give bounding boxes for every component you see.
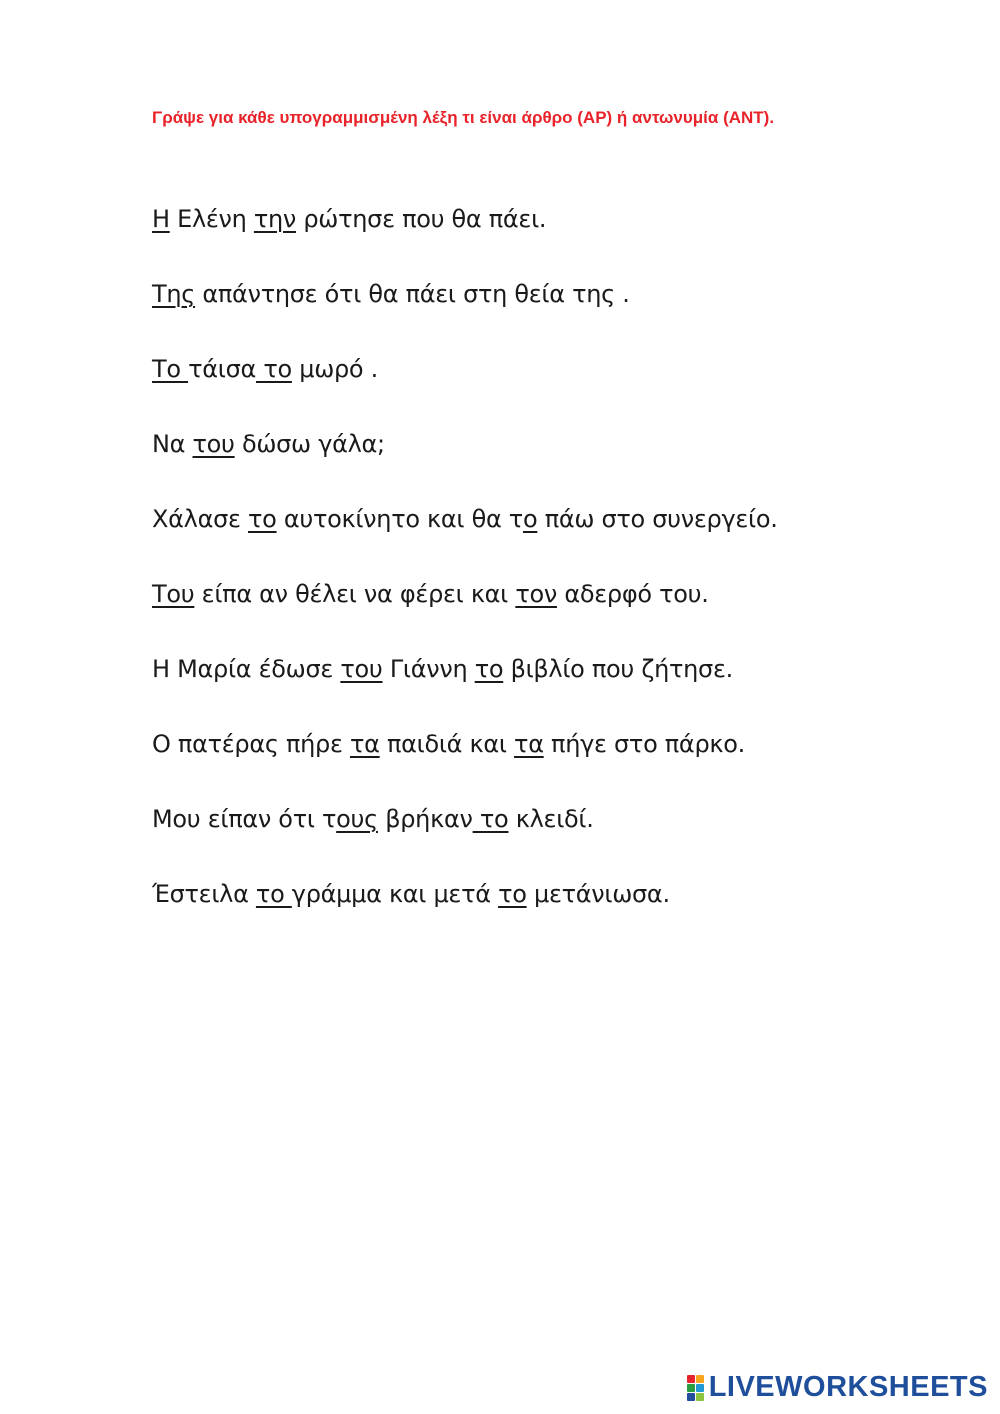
liveworksheets-logo-icon — [687, 1375, 704, 1401]
logo-square — [696, 1384, 704, 1392]
sentence-list — [152, 200, 778, 950]
liveworksheets-logo — [687, 1371, 988, 1404]
sentence-text: απάντησε ότι θα πάει στη θεία της . — [195, 280, 630, 308]
instruction-text: Γράψε για κάθε υπογραμμισμένη λέξη τι είναι άρθρο (ΑΡ) ή αντωνυμία (ΑΝΤ). — [152, 108, 775, 127]
sentence-10 — [152, 875, 778, 950]
logo-square — [696, 1375, 704, 1383]
underlined-word: την — [253, 205, 297, 233]
logo-square — [687, 1393, 695, 1401]
sentence-text: αδερφό του. — [556, 580, 709, 608]
sentence-text: δώσω γάλα; — [234, 430, 385, 458]
underlined-word: του — [340, 655, 383, 683]
sentence-text: Ελένη — [169, 205, 254, 233]
sentence-text: Να — [152, 430, 193, 458]
sentence-text: κλειδί. — [508, 805, 594, 833]
underlined-word: Η — [152, 205, 170, 233]
sentence-text: γράμμα και μετά — [291, 880, 499, 908]
sentence-text: αυτοκίνητο και θα τ — [276, 505, 523, 533]
logo-square — [696, 1393, 704, 1401]
sentence-text: μωρό . — [291, 355, 378, 383]
sentence-text: μετάνιωσα. — [526, 880, 670, 908]
underlined-word: το — [498, 880, 527, 908]
underlined-word: το — [256, 355, 292, 383]
underlined-word: ους — [336, 805, 378, 833]
sentence-3 — [152, 350, 778, 425]
sentence-text: Γιάννη — [382, 655, 475, 683]
sentence-text: πάω στο συνεργείο. — [537, 505, 778, 533]
sentence-5 — [152, 500, 778, 575]
sentence-6 — [152, 575, 778, 650]
underlined-word: Της — [152, 280, 196, 308]
sentence-text: παιδιά και — [379, 730, 515, 758]
sentence-8 — [152, 725, 778, 800]
underlined-word: ο — [522, 505, 538, 533]
logo-text: LIVEWORKSHEETS — [708, 1371, 988, 1403]
underlined-word: του — [192, 430, 235, 458]
underlined-word: τον — [515, 580, 557, 608]
underlined-word: το — [255, 880, 292, 908]
sentence-1 — [152, 200, 778, 275]
sentence-text: είπα αν θέλει να φέρει και — [194, 580, 516, 608]
sentence-text: πήγε στο πάρκο. — [543, 730, 745, 758]
underlined-word: τα — [514, 730, 544, 758]
sentence-text: ρώτησε που θα πάει. — [296, 205, 547, 233]
logo-square — [687, 1384, 695, 1392]
sentence-text: βιβλίο που ζήτησε. — [503, 655, 733, 683]
logo-square — [687, 1375, 695, 1383]
underlined-word: το — [248, 505, 277, 533]
sentence-9 — [152, 800, 778, 875]
sentence-text: βρήκαν — [377, 805, 473, 833]
sentence-text: Έστειλα — [152, 880, 256, 908]
underlined-word: τα — [349, 730, 380, 758]
sentence-4 — [152, 425, 778, 500]
sentence-7 — [152, 650, 778, 725]
underlined-word: Το — [152, 355, 189, 383]
underlined-word: Του — [152, 580, 195, 608]
sentence-text: Η Μαρία έδωσε — [152, 655, 341, 683]
sentence-text: Μου είπαν ότι τ — [152, 805, 337, 833]
underlined-word: το — [472, 805, 509, 833]
underlined-word: το — [474, 655, 504, 683]
sentence-text: τάισα — [188, 355, 257, 383]
sentence-text: Χάλασε — [152, 505, 248, 533]
sentence-2 — [152, 275, 778, 350]
sentence-text: Ο πατέρας πήρε — [152, 730, 350, 758]
